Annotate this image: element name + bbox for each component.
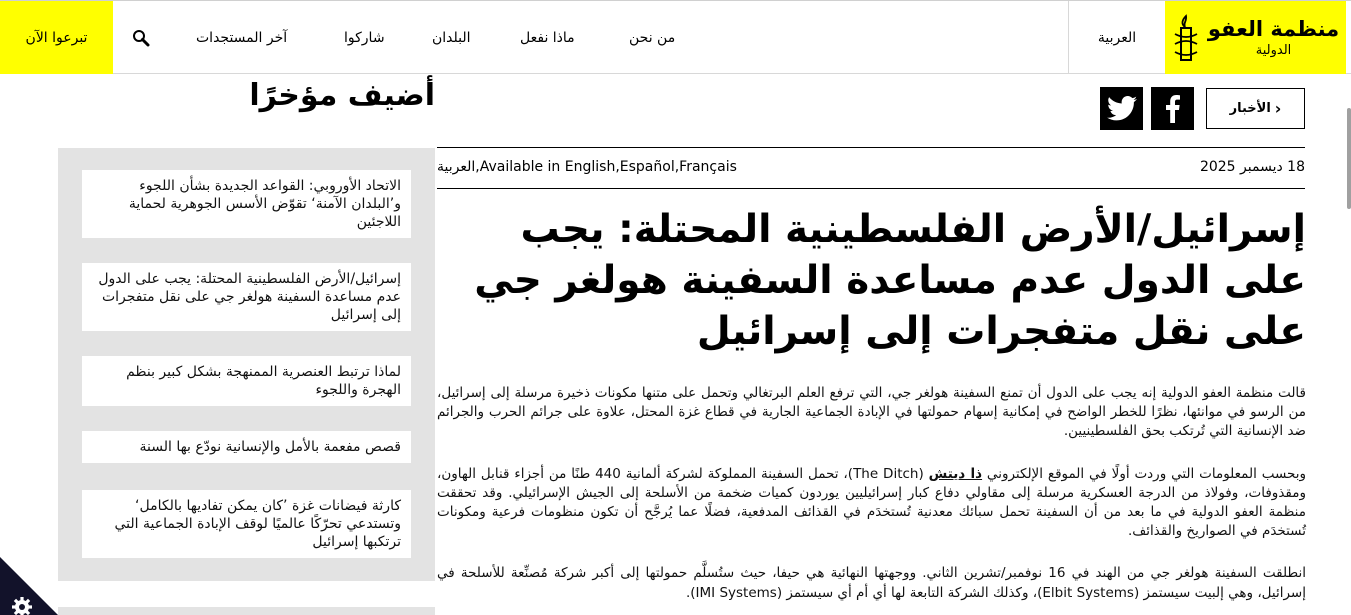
article-paragraph: وبحسب المعلومات التي وردت أولًا في الموقع الإلكتروني ذا ديتش (The Ditch)، تحمل السفينة المملوكة لشركة ألمانية 440 طنًا من أجزاء قنابل الهاون، ومقذوفات، وفولاذ من الدرجة العسكرية مرسلة إلى مقاولي دفاع كبار إسرائيليين يوردون كميات ضخمة من الأسلحة إلى الجيش الإسرائيلي. وقد تحققت منظمة العفو الدولية في ما بعد من أن السفينة تحمل سبائك معدنية تُستخدَم في القذائف المدفعية، فضلًا عما يُرجَّح أن تكون منظومات فرعية ومكونات تُستخدَم في الصواريخ والقذائف.: [437, 465, 1307, 540]
back-to-news-label: الأخبار: [1229, 101, 1271, 116]
search-button[interactable]: [128, 25, 154, 51]
the-ditch-link[interactable]: ذا ديتش: [928, 465, 983, 482]
site-header: [0, 0, 1351, 74]
meta-divider-bottom: [437, 188, 1305, 189]
sidebar-next-block: [58, 607, 435, 615]
cookie-settings-button[interactable]: [0, 557, 58, 615]
chevron-left-icon: ‹: [1274, 98, 1282, 118]
logo-sub-text: الدولية: [1255, 42, 1292, 58]
amnesty-logo[interactable]: [1165, 1, 1346, 74]
facebook-icon: [1165, 95, 1181, 123]
list-item[interactable]: قصص مفعمة بالأمل والإنسانية نودّع بها السنة: [82, 431, 411, 463]
available-languages: العربية , Available in English , Español , Français: [437, 159, 737, 175]
available-in-label: Available in: [479, 159, 561, 175]
article-body: [437, 384, 1306, 615]
nav-latest[interactable]: آخر المستجدات: [196, 29, 288, 46]
article-title: إسرائيل/الأرض الفلسطينية المحتلة: يجب على الدول عدم مساعدة السفينة هولغر جي على نقل متفجرات إلى إسرائيل: [474, 207, 1306, 354]
language-link-arabic[interactable]: العربية: [437, 159, 476, 175]
language-link-english[interactable]: English: [564, 159, 616, 175]
search-icon: [132, 29, 150, 47]
twitter-share-button[interactable]: [1100, 87, 1143, 130]
list-item[interactable]: إسرائيل/الأرض الفلسطينية المحتلة: يجب على الدول عدم مساعدة السفينة هولغر جي على نقل متفجرات إلى إسرائيل: [82, 263, 411, 331]
nav-who-we-are[interactable]: من نحن: [629, 29, 676, 46]
language-link-french[interactable]: Français: [679, 159, 737, 175]
recently-added-heading: أضيف مؤخرًا: [249, 78, 435, 113]
article-paragraph: انطلقت السفينة هولغر جي من الهند في 16 نوفمبر/تشرين الثاني. ووجهتها النهائية هي حيفا، حيث ستُسلَّم حمولتها إلى أكبر شركة مُصنِّعة للأسلحة في إسرائيل، وهي إلبيت سيستمز (Elbit Systems)، وكذلك الشركة التابعة لها أي أم أي سيستمز (IMI Systems).: [437, 565, 1307, 601]
back-to-news-button[interactable]: [1206, 88, 1305, 129]
meta-divider-top: [437, 147, 1305, 148]
twitter-icon: [1107, 96, 1137, 121]
candle-barbed-wire-icon: [1172, 14, 1200, 62]
nav-take-action[interactable]: شاركوا: [344, 29, 385, 46]
language-link-spanish[interactable]: Español: [619, 159, 675, 175]
nav-countries[interactable]: البلدان: [432, 29, 471, 46]
list-item[interactable]: لماذا ترتبط العنصرية الممنهجة بشكل كبير بنظم الهجرة واللجوء: [82, 356, 411, 406]
article-paragraph: قالت منظمة العفو الدولية إنه يجب على الدول أن تمنع السفينة هولغر جي، التي ترفع العلم البرتغالي وتحمل على متنها مكونات ذخيرة مرسلة إلى إسرائيل، من الرسو في موانئها، نظرًا للخطر الواضح في إمكانية إسهام حمولتها في الإبادة الجماعية الجارية في قطاع غزة المحتل، علاوة على جرائم الحرب والجرائم ضد الإنسانية التي تُرتكب بحق الفلسطينيين.: [437, 385, 1306, 440]
facebook-share-button[interactable]: [1151, 87, 1194, 130]
page-scrollbar-thumb[interactable]: [1347, 108, 1351, 209]
donate-button[interactable]: تبرعوا الآن: [0, 1, 113, 74]
logo-main-text: منظمة العفو: [1207, 16, 1340, 41]
language-selector[interactable]: العربية: [1097, 29, 1137, 46]
recently-added-list: [58, 148, 435, 581]
list-item[interactable]: الاتحاد الأوروبي: القواعد الجديدة بشأن اللجوء و’البلدان الآمنة‘ تقوّض الأسس الجوهرية لحماية اللاجئين: [82, 170, 411, 238]
nav-what-we-do[interactable]: ماذا نفعل: [520, 29, 575, 46]
article-date: 18 ديسمبر 2025: [1199, 159, 1305, 175]
list-item[interactable]: كارثة فيضانات غزة ’كان يمكن تفاديها بالكامل‘ وتستدعي تحرّكًا عالميًا لوقف الإبادة الجماعية التي ترتكبها إسرائيل: [82, 490, 411, 558]
